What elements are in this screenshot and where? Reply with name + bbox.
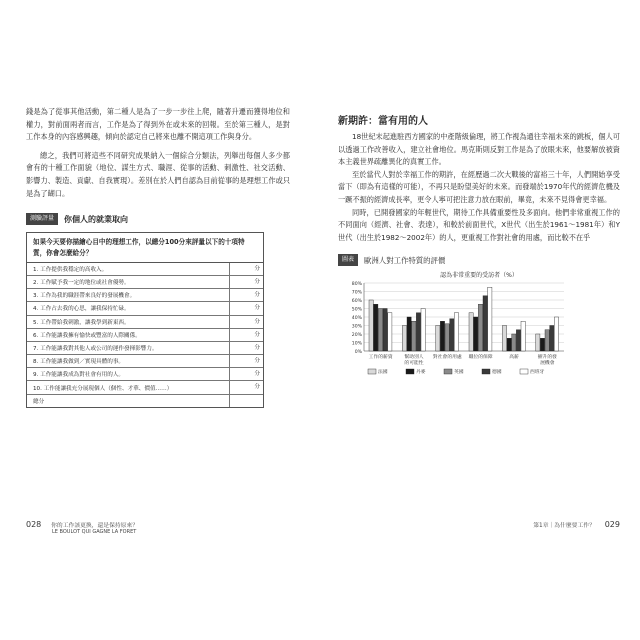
- bar: [454, 313, 458, 351]
- survey-score-cell: 分: [229, 302, 263, 314]
- x-tick-label: 工作的薪資: [368, 355, 393, 361]
- survey-header: [26, 212, 290, 226]
- survey-score-cell: 分: [229, 368, 263, 380]
- legend-swatch: [444, 369, 452, 374]
- legend-label: 丹麥: [416, 370, 426, 376]
- right-paragraph-1: 18世紀末起進駐西方國家的中產階級倫理，將工作視為通往幸福未來的跳板，個人可以透過工作改善收入，建立社會地位。馬克斯則反對工作是為了放眼未來，他要解放被資本主義世界疏離異化的真實工作。: [338, 132, 620, 167]
- survey-item-row: [27, 263, 263, 276]
- bar: [378, 309, 382, 352]
- survey-table: [26, 232, 264, 408]
- x-tick-label: 對社會的用處: [432, 355, 462, 361]
- right-page-number: 029: [604, 520, 620, 529]
- right-paragraph-2: 至於當代人對於幸福工作的期許，在經歷過二次大戰後的富裕三十年，人們開始享受當下（即為有這樣的可能），不再只是盼望美好的未來。而發端於1970年代的經濟危機及一蹶不振的經濟成長率，更令人寧可把注意力放在眼前，畢竟，未來不見得會更幸福。: [338, 169, 620, 204]
- y-tick-label: 40%: [351, 316, 362, 322]
- legend-label: 德國: [492, 370, 502, 376]
- survey-item-text: 9. 工作能讓我成為對社會有用的人。: [33, 372, 125, 379]
- left-paragraph-2: 總之，我們可將這些不同研究成果納入一個綜合分類法，列舉出每個人多少都會有的十種工作面貌（地位、謀生方式、職涯、從事的活動、刺激性、社交活動、影響力、製造、貢獻、自我實現）。差別在於人們自認為目前從事的是理想工作或只是為了餬口。: [26, 150, 290, 198]
- legend-swatch: [520, 369, 528, 374]
- survey-item-row: [27, 355, 263, 368]
- figure-tag: 圖表: [338, 254, 358, 266]
- bar-chart: [338, 279, 578, 387]
- survey-item-text: 7. 工作能讓我對其他人或公司的運作發揮影響力。: [33, 345, 158, 352]
- left-page-number: 028: [26, 520, 42, 529]
- bar: [436, 326, 440, 352]
- survey-item-text: 10. 工作能讓我充分展現個人（個性、才華、價值……）: [33, 385, 173, 392]
- bar: [474, 317, 478, 351]
- y-tick-label: 70%: [351, 290, 362, 296]
- survey-question: 如果今天要你描繪心目中的理想工作，以總分100分來評量以下的十項特質，你會怎麼給分？: [27, 233, 263, 263]
- bar: [421, 309, 425, 352]
- survey-score-cell: 分: [229, 289, 263, 301]
- survey-item-row: [27, 329, 263, 342]
- left-paragraph-1: 錢是為了從事其他活動，第二種人是為了一步一步往上爬，隨著升遷而獲得地位和權力，對前面兩者而言，工作是為了得到外在或未來的回報。至於第三種人，是對工作本身的內容感興趣，傾向於認定自己將來也離不開這項工作與身分。: [26, 107, 290, 142]
- y-tick-label: 50%: [351, 307, 362, 313]
- right-page: [338, 106, 620, 529]
- survey-title: 你個人的就業取向: [64, 214, 129, 224]
- bar: [412, 322, 416, 352]
- bar: [469, 313, 473, 351]
- left-running-subtitle: LE BOULOT QUI GAGNE LA FORET: [52, 529, 137, 535]
- bar: [369, 300, 373, 351]
- left-running-title: 你的工作該更換，還是保持原來？: [51, 523, 139, 529]
- bar: [507, 339, 511, 352]
- section-heading: 新期許：當有用的人: [338, 116, 428, 127]
- bar: [478, 305, 482, 352]
- left-footer: [26, 520, 138, 535]
- bar: [502, 326, 506, 352]
- bar: [416, 313, 420, 351]
- survey-score-cell: 分: [229, 342, 263, 354]
- x-tick-label: 職位的保障: [468, 355, 493, 361]
- bar: [550, 326, 554, 352]
- survey-total-row: [27, 395, 263, 407]
- survey-item-text: 5. 工作帶給我刺激，讓我學到新東西。: [33, 319, 130, 326]
- legend-swatch: [406, 369, 414, 374]
- survey-item-row: [27, 342, 263, 355]
- bar: [540, 339, 544, 352]
- y-tick-label: 0%: [354, 350, 362, 356]
- survey-score-cell: 分: [229, 329, 263, 341]
- survey-item-row: [27, 368, 263, 381]
- x-tick-label: 幫助別人: [404, 355, 424, 361]
- legend-label: 英國: [454, 370, 464, 376]
- right-paragraph-3: 同時，已開發國家的年輕世代，期待工作具備重要性及多面向。他們非常重視工作的不同面向（經濟、社會、表達），和較於前面世代，X世代（出生於1961～1981年）和Y世代（出生於1982～2002年）的人，更重視工作對社會的用處，而比較不在乎: [338, 207, 620, 242]
- x-tick-label: 展機會: [540, 361, 555, 367]
- left-page: [26, 106, 290, 535]
- survey-item-text: 1. 工作提供我穩定的高收入。: [33, 266, 108, 273]
- right-running-title: 第1章｜為什麼要工作？: [533, 523, 595, 529]
- survey-item-row: [27, 289, 263, 302]
- survey-score-cell: 分: [229, 355, 263, 367]
- x-tick-label: 的可能性: [404, 361, 424, 367]
- bar: [488, 288, 492, 352]
- x-tick-label: 擢升的發: [537, 355, 557, 361]
- y-tick-label: 60%: [351, 299, 362, 305]
- survey-score-cell: [229, 395, 263, 407]
- bar: [440, 322, 444, 352]
- survey-score-cell: 分: [229, 381, 263, 393]
- bar: [521, 322, 525, 352]
- legend-label: 西班牙: [530, 370, 545, 376]
- survey-item-text: 6. 工作能讓我擁有愉快或豐富的人際關係。: [33, 332, 141, 339]
- book-spread: [26, 106, 620, 535]
- right-footer: [533, 520, 620, 529]
- y-tick-label: 20%: [351, 333, 362, 339]
- survey-item-text: 總分: [33, 398, 45, 405]
- survey-item-row: [27, 276, 263, 289]
- figure-title: 歐洲人對工作特質的評價: [364, 255, 446, 265]
- x-tick-label: 高薪: [509, 355, 519, 361]
- bar: [402, 326, 406, 352]
- legend-label: 法國: [378, 370, 388, 376]
- survey-item-row: [27, 316, 263, 329]
- survey-score-cell: 分: [229, 316, 263, 328]
- chart-title: 認為非常重要的受訪者（%）: [440, 272, 518, 280]
- survey-score-cell: 分: [229, 276, 263, 288]
- figure-header: [338, 254, 620, 266]
- survey-item-row: [27, 381, 263, 394]
- bar: [512, 334, 516, 351]
- survey-item-text: 4. 工作占去我的心思，讓我保持忙碌。: [33, 306, 130, 313]
- survey-rows: [27, 263, 263, 407]
- survey-score-cell: 分: [229, 263, 263, 275]
- survey-tag: 測驗評量: [26, 213, 58, 225]
- y-tick-label: 10%: [351, 341, 362, 347]
- bar: [383, 309, 387, 352]
- y-tick-label: 80%: [351, 282, 362, 288]
- bar: [516, 330, 520, 351]
- survey-item-text: 8. 工作能讓我做到／實現具體的事。: [33, 359, 125, 366]
- bar: [450, 319, 454, 351]
- bar: [536, 334, 540, 351]
- bar: [483, 296, 487, 351]
- legend-swatch: [368, 369, 376, 374]
- legend-swatch: [482, 369, 490, 374]
- y-tick-label: 30%: [351, 324, 362, 330]
- bar: [388, 313, 392, 351]
- bar: [545, 330, 549, 351]
- bar: [554, 317, 558, 351]
- bar: [374, 305, 378, 352]
- bar: [407, 317, 411, 351]
- bar: [445, 324, 449, 351]
- survey-item-text: 2. 工作賦予我一定的地位或社會優勢。: [33, 280, 130, 287]
- survey-item-text: 3. 工作為我的職涯帶來良好的發展機會。: [33, 293, 136, 300]
- survey-item-row: [27, 302, 263, 315]
